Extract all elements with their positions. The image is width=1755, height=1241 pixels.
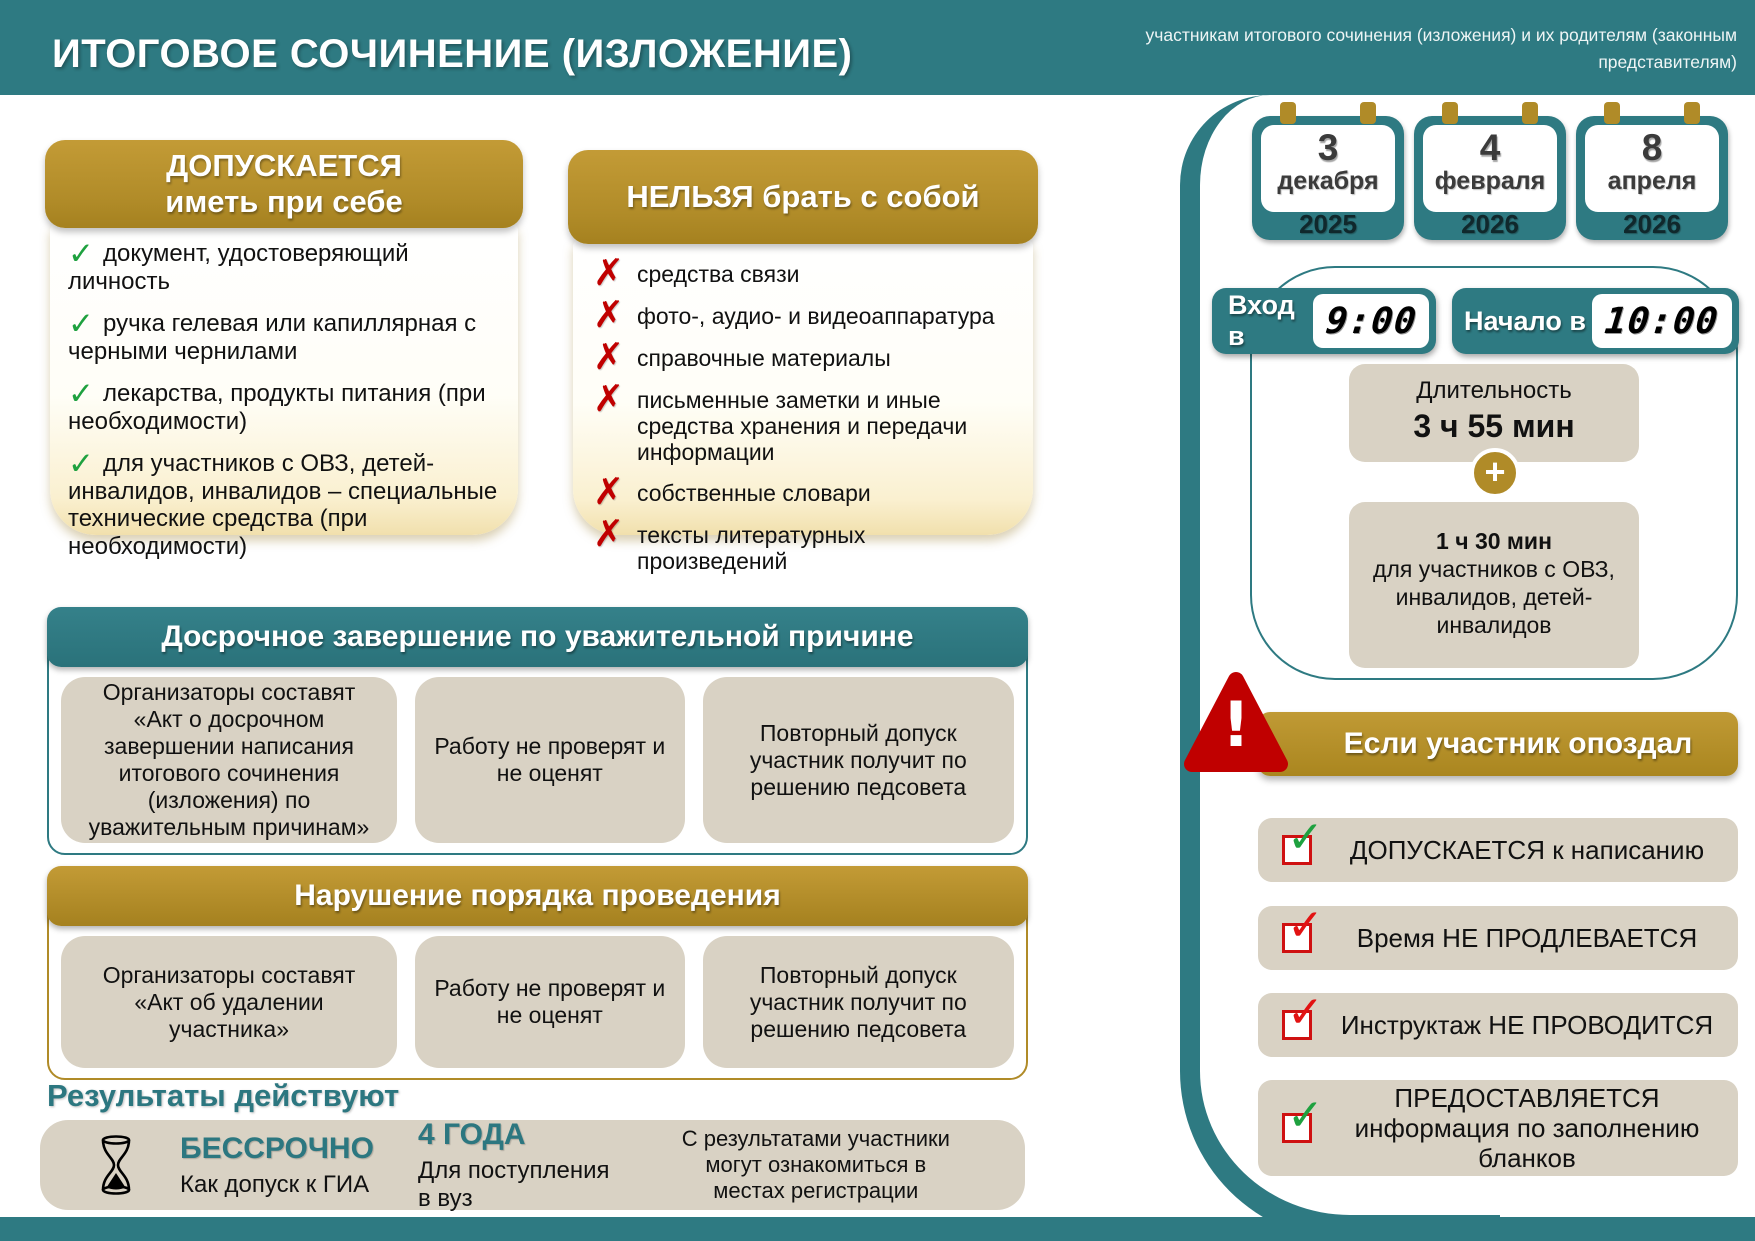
violation-section — [47, 866, 1028, 1080]
check-icon: ✓ — [68, 236, 94, 272]
cross-icon: ✗ — [593, 335, 625, 378]
check-icon: ✓ — [1287, 987, 1324, 1038]
early-finish-section — [47, 607, 1028, 855]
checkbox-red-icon — [1282, 987, 1324, 1043]
validity-desc: Как допуск к ГИА — [180, 1170, 370, 1198]
late-rule-row — [1258, 812, 1738, 882]
check-icon: ✓ — [1287, 1090, 1324, 1141]
allowed-item-text: лекарства, продукты питания (при необходимости) — [68, 380, 486, 435]
validity-term: 4 ГОДА — [417, 1117, 526, 1151]
exam-date-card — [1414, 116, 1566, 240]
checkbox-green-icon — [1282, 812, 1324, 868]
forbidden-item-text: тексты литературных произведений — [637, 522, 866, 574]
late-rule-line1: ПРЕДОСТАВЛЯЕТСЯ — [1394, 1083, 1660, 1113]
forbidden-item-text: средства связи — [637, 261, 800, 287]
calendar-month: февраля — [1434, 167, 1546, 195]
checkbox-red-icon — [1282, 900, 1324, 956]
allowed-title-line1: ДОПУСКАЕТСЯ — [166, 148, 402, 183]
checkbox-green-icon — [1282, 1090, 1324, 1146]
late-rule-text — [1332, 1083, 1722, 1173]
forbidden-card-title — [568, 150, 1038, 244]
forbidden-item-text: фото-, аудио- и видеоаппаратура — [637, 303, 995, 329]
calendar-ring — [1280, 102, 1296, 124]
extra-time-box — [1349, 502, 1639, 668]
allowed-item-text: для участников с ОВЗ, детей-инвалидов, инвалидов – специальные технические средства (при необходимости) — [68, 450, 498, 560]
late-rule-row — [1258, 900, 1738, 970]
late-banner-title: Если участник опоздал — [1258, 712, 1738, 776]
late-rule-row — [1258, 987, 1738, 1057]
list-item — [68, 236, 502, 295]
validity-4years — [418, 1118, 625, 1213]
exam-date-card — [1576, 116, 1728, 240]
hourglass-icon — [96, 1135, 136, 1195]
page-title: ИТОГОВОЕ СОЧИНЕНИЕ (ИЗЛОЖЕНИЕ) — [52, 32, 853, 76]
calendar-day: 3 — [1317, 127, 1339, 168]
list-item — [593, 293, 1019, 336]
list-item — [593, 512, 1019, 574]
calendar-ring — [1360, 102, 1376, 124]
results-title: Результаты действуют — [47, 1078, 400, 1113]
forbidden-item-text: письменные заметки и иные средства хранения и передачи информации — [637, 387, 968, 465]
allowed-item-text: документ, удостоверяющий личность — [68, 240, 409, 295]
check-icon: ✓ — [1287, 900, 1324, 951]
check-icon: ✓ — [68, 446, 94, 482]
calendar-day: 8 — [1641, 127, 1663, 168]
start-time-label: Начало в — [1464, 305, 1586, 336]
late-rule-text: ДОПУСКАЕТСЯ к написанию — [1349, 835, 1705, 865]
calendar-month: апреля — [1607, 167, 1697, 195]
extra-time-value: 1 ч 30 мин — [1436, 528, 1552, 554]
early-finish-boxes — [61, 677, 1014, 843]
cross-icon: ✗ — [593, 251, 625, 294]
page-subtitle: участникам итогового сочинения (изложения) и их родителям (законным представителям) — [1145, 25, 1737, 73]
start-time-value: 10:00 — [1603, 300, 1721, 342]
list-item — [593, 251, 1019, 294]
violation-boxes — [61, 936, 1014, 1068]
forbidden-title: НЕЛЬЗЯ брать с собой — [626, 179, 980, 214]
allowed-card-title — [45, 140, 523, 228]
cross-icon: ✗ — [593, 377, 625, 420]
entry-time-pill — [1212, 288, 1436, 354]
early-finish-title: Досрочное завершение по уважительной причине — [47, 607, 1028, 667]
allowed-list — [50, 224, 518, 560]
list-item — [593, 377, 1019, 465]
calendar-month: декабря — [1277, 167, 1379, 195]
validity-permanent — [180, 1132, 374, 1199]
info-box: Организаторы составят «Акт об удалении участника» — [61, 936, 397, 1068]
start-time-pill — [1452, 288, 1739, 354]
forbidden-card — [568, 150, 1038, 574]
cross-icon: ✗ — [593, 293, 625, 336]
late-rule-row — [1258, 1080, 1738, 1176]
list-item — [68, 306, 502, 365]
entry-time-value: 9:00 — [1323, 300, 1419, 342]
duration-label: Длительность — [1416, 377, 1572, 404]
start-clock — [1592, 294, 1732, 348]
validity-desc: Для поступления в вуз — [417, 1156, 610, 1212]
calendar-ring — [1684, 102, 1700, 124]
calendar-face — [1423, 125, 1557, 212]
cross-icon: ✗ — [593, 512, 625, 555]
list-item — [68, 446, 502, 560]
calendar-year: 2026 — [1461, 209, 1519, 239]
list-item — [68, 376, 502, 435]
calendar-year: 2025 — [1299, 209, 1357, 239]
extra-time-desc: для участников с ОВЗ, инвалидов, детей-инвалидов — [1373, 556, 1615, 638]
late-rule-line2: информация по заполнению бланков — [1354, 1113, 1700, 1173]
forbidden-item-text: собственные словари — [637, 480, 871, 506]
list-item — [593, 335, 1019, 378]
bottom-accent-band — [0, 1217, 1755, 1241]
info-box: Повторный допуск участник получит по решению педсовета — [703, 936, 1014, 1068]
info-box: Работу не проверят и не оценят — [415, 677, 685, 843]
cross-icon: ✗ — [593, 470, 625, 513]
results-note: С результатами участники могут ознакомиться в местах регистрации — [681, 1126, 950, 1203]
late-rule-text: Время НЕ ПРОДЛЕВАЕТСЯ — [1356, 923, 1698, 953]
exam-date-card — [1252, 116, 1404, 240]
calendar-year: 2026 — [1623, 209, 1681, 239]
allowed-item-text: ручка гелевая или капиллярная с черными чернилами — [68, 310, 477, 365]
warning-exclamation: ! — [1221, 687, 1251, 761]
info-box: Работу не проверят и не оценят — [415, 936, 685, 1068]
validity-term: БЕССРОЧНО — [180, 1131, 374, 1165]
calendar-face — [1585, 125, 1719, 212]
allowed-title-line2: иметь при себе — [165, 184, 403, 219]
late-rule-text: Инструктаж НЕ ПРОВОДИТСЯ — [1340, 1010, 1714, 1040]
calendar-face — [1261, 125, 1395, 212]
allowed-card — [45, 140, 523, 560]
calendar-ring — [1522, 102, 1538, 124]
plus-icon: + — [1470, 448, 1520, 498]
info-box: Повторный допуск участник получит по решению педсовета — [703, 677, 1014, 843]
calendar-ring — [1442, 102, 1458, 124]
results-box — [40, 1117, 1025, 1212]
duration-value: 3 ч 55 мин — [1413, 408, 1575, 444]
entry-time-label: Вход в — [1228, 290, 1295, 351]
forbidden-item-text: справочные материалы — [637, 345, 891, 371]
list-item — [593, 470, 1019, 513]
check-icon: ✓ — [68, 306, 94, 342]
entry-clock — [1313, 294, 1429, 348]
check-icon: ✓ — [68, 376, 94, 412]
calendar-ring — [1604, 102, 1620, 124]
forbidden-list — [573, 240, 1033, 574]
check-icon: ✓ — [1287, 812, 1324, 863]
info-box: Организаторы составят «Акт о досрочном завершении написания итогового сочинения (изложения) по уважительным причинам» — [61, 677, 397, 843]
violation-title: Нарушение порядка проведения — [47, 866, 1028, 926]
calendar-day: 4 — [1479, 127, 1501, 168]
